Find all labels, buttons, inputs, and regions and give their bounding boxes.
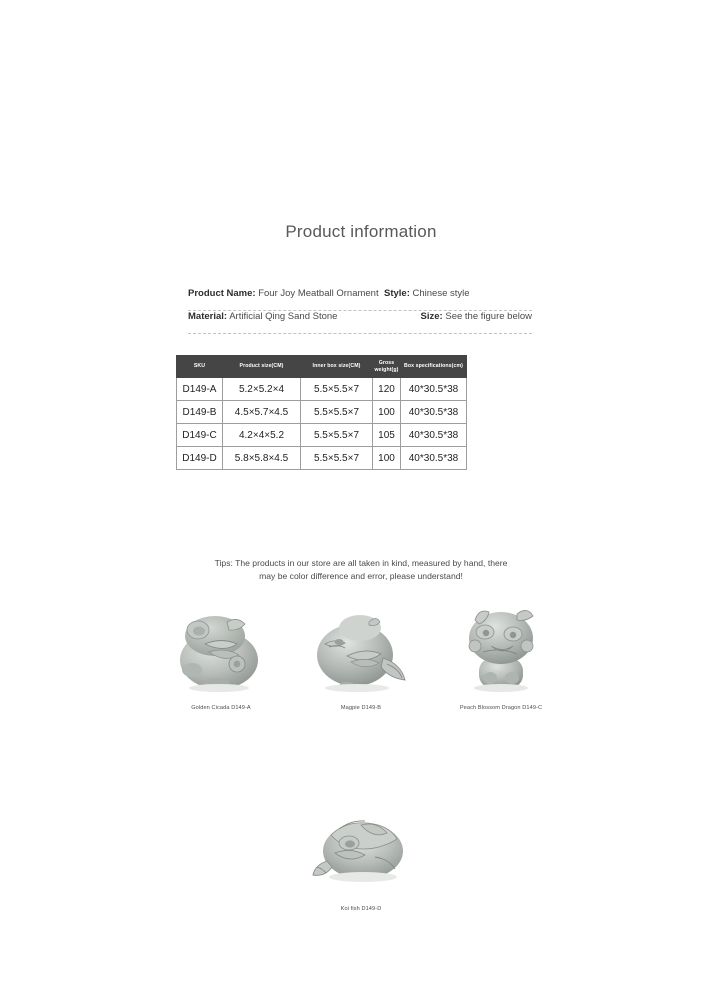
product-caption: Magpie D149-B [340,705,382,711]
sku-table-body [177,378,467,470]
spec-size [384,311,532,322]
cell-box-specifications: 40*30.5*38 [401,401,467,424]
cell-product-size: 4.2×4×5.2 [223,424,301,447]
table-row [177,378,467,401]
stone-dragon-figurine-image [445,600,557,695]
spec-material [188,311,384,322]
sku-specification-table [176,355,467,470]
product-spec-block [188,288,532,334]
cell-product-size: 4.5×5.7×4.5 [223,401,301,424]
stone-koi-fish-figurine-image [305,795,417,890]
cell-box-specifications: 40*30.5*38 [401,378,467,401]
cell-gross-weight: 105 [373,424,401,447]
tips-line-1: Tips: The products in our store are all taken in kind, measured by hand, there [214,558,508,568]
cell-gross-weight: 120 [373,378,401,401]
spec-material-value: Artificial Qing Sand Stone [229,311,338,322]
column-header-box-specifications: Box specifications(cm) [401,356,467,378]
spec-style-key: Style: [384,288,410,299]
spec-material-key: Material: [188,311,228,322]
spec-style-value: Chinese style [412,288,470,299]
product-item-koi-fish[interactable] [301,795,421,912]
spec-row-material [188,311,532,333]
column-header-product-size: Product size(CM) [223,356,301,378]
page-title: Product information [285,222,437,241]
cell-gross-weight: 100 [373,401,401,424]
spec-divider-bottom [188,333,532,334]
tips-note [0,557,722,584]
sku-table-wrapper [176,355,466,470]
stone-magpie-figurine-image [305,600,417,695]
product-item-peach-blossom-dragon[interactable] [441,600,561,711]
cell-sku: D149-B [177,401,223,424]
cell-sku: D149-A [177,378,223,401]
cell-box-specifications: 40*30.5*38 [401,447,467,470]
product-caption: Koi fish D149-D [340,906,382,912]
cell-inner-box-size: 5.5×5.5×7 [301,401,373,424]
cell-inner-box-size: 5.5×5.5×7 [301,424,373,447]
product-caption: Golden Cicada D149-A [191,705,251,711]
cell-inner-box-size: 5.5×5.5×7 [301,378,373,401]
cell-sku: D149-D [177,447,223,470]
tips-line-2: may be color difference and error, please understand! [259,571,463,582]
sku-table-header-row [177,356,467,378]
cell-product-size: 5.8×5.8×4.5 [223,447,301,470]
sku-table-head [177,356,467,378]
table-row [177,401,467,424]
product-item-magpie[interactable] [301,600,421,711]
product-gallery-row-2 [0,795,722,912]
spec-product-name-key: Product Name: [188,288,256,299]
cell-product-size: 5.2×5.2×4 [223,378,301,401]
product-gallery-row-1 [161,600,561,711]
product-item-golden-cicada[interactable] [161,600,281,711]
cell-gross-weight: 100 [373,447,401,470]
column-header-sku: SKU [177,356,223,378]
cell-box-specifications: 40*30.5*38 [401,424,467,447]
table-row [177,447,467,470]
spec-product-name [188,288,384,299]
spec-style [384,288,532,299]
spec-size-key: Size: [420,311,443,322]
stone-cicada-figurine-image [165,600,277,695]
table-row [177,424,467,447]
column-header-gross-weight: Gross weight(g) [373,356,401,378]
cell-inner-box-size: 5.5×5.5×7 [301,447,373,470]
spec-row-product-name [188,288,532,310]
product-caption: Peach Blossom Dragon D149-C [459,705,543,711]
column-header-inner-box-size: Inner box size(CM) [301,356,373,378]
spec-product-name-value: Four Joy Meatball Ornament [258,288,379,299]
spec-size-value: See the figure below [445,311,532,322]
cell-sku: D149-C [177,424,223,447]
